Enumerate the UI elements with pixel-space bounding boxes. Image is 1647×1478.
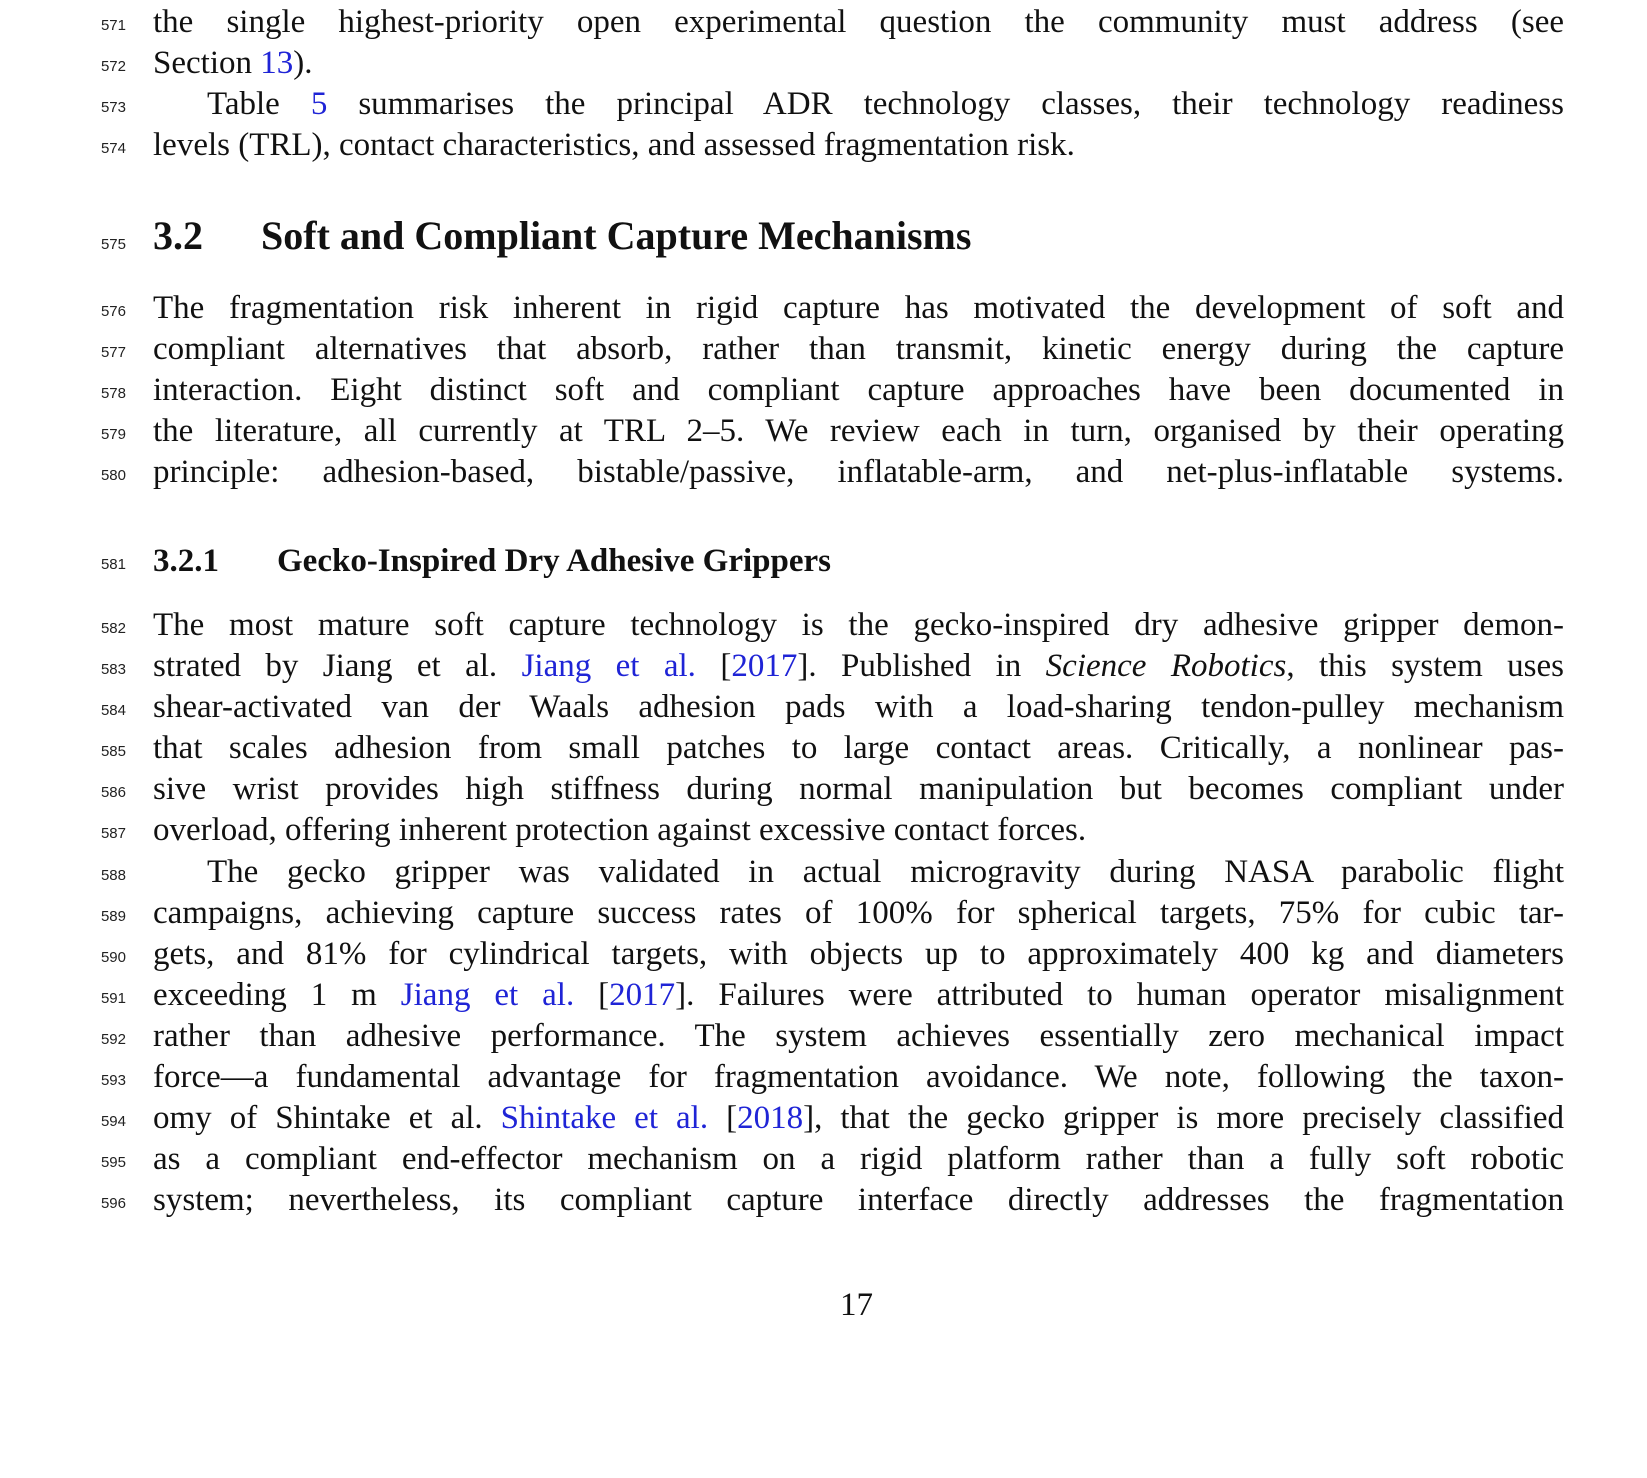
line-number: 583 (100, 661, 126, 678)
body-text-line (153, 605, 1564, 645)
line-number: 595 (100, 1154, 126, 1171)
text-line (0, 728, 1647, 768)
citation-link[interactable]: Jiang et al. (521, 648, 696, 684)
text-line (0, 769, 1647, 809)
text-span: ], that the gecko gripper is more precisely classified (803, 1100, 1564, 1136)
line-number: 589 (100, 908, 126, 925)
text-line (0, 934, 1647, 974)
text-line (0, 213, 1647, 258)
text-line (0, 2, 1647, 42)
subsection-number: 3.2.1 (153, 543, 219, 579)
line-number: 575 (100, 236, 126, 253)
body-text-line (153, 893, 1564, 933)
body-text-line (153, 1016, 1564, 1056)
citation-link[interactable]: 2018 (737, 1100, 804, 1136)
body-text-line (153, 1180, 1564, 1220)
text-span: ]. Failures were attributed to human operator misalignment (675, 977, 1564, 1013)
text-span: The most mature soft capture technology is the gecko-inspired dry adhesive gripper demon- (153, 607, 1564, 643)
text-line (0, 1057, 1647, 1097)
body-text-line (153, 687, 1564, 727)
text-line (0, 452, 1647, 492)
body-text-line (153, 1139, 1564, 1179)
line-number: 582 (100, 620, 126, 637)
body-text-line (207, 84, 1564, 124)
text-line (0, 810, 1647, 850)
line-number: 593 (100, 1072, 126, 1089)
body-text-line (153, 769, 1564, 809)
text-span: force—a fundamental advantage for fragmentation avoidance. We note, following the taxon- (153, 1059, 1564, 1095)
text-span: The fragmentation risk inherent in rigid capture has motivated the development of soft and (153, 290, 1564, 326)
text-span: the literature, all currently at TRL 2–5. We review each in turn, organised by their operating (153, 413, 1564, 449)
text-span: summarises the principal ADR technology classes, their technology readiness (327, 86, 1564, 122)
text-line (0, 852, 1647, 892)
body-text-line (153, 370, 1564, 410)
text-span: [ (574, 977, 610, 1013)
text-line (0, 43, 1647, 83)
text-span: Section (153, 45, 261, 81)
line-number: 587 (100, 825, 126, 842)
line-number: 584 (100, 702, 126, 719)
line-number: 578 (100, 385, 126, 402)
section-number: 3.2 (153, 213, 203, 258)
text-line (0, 1180, 1647, 1220)
text-span: shear-activated van der Waals adhesion pads with a load-sharing tendon-pulley mechanism (153, 689, 1564, 725)
subsection-title: Gecko-Inspired Dry Adhesive Grippers (277, 543, 831, 579)
line-number: 581 (100, 556, 126, 573)
line-number: 579 (100, 426, 126, 443)
line-number: 580 (100, 467, 126, 484)
citation-link[interactable]: 13 (260, 45, 294, 81)
text-line (0, 1139, 1647, 1179)
text-span: ). (293, 45, 313, 81)
line-number: 576 (100, 303, 126, 320)
citation-link[interactable]: 2017 (731, 648, 798, 684)
subsection-heading (153, 541, 831, 581)
line-number: 586 (100, 784, 126, 801)
body-text-line (153, 1098, 1564, 1138)
body-text-line (153, 125, 1564, 165)
text-span: compliant alternatives that absorb, rather than transmit, kinetic energy during the capture (153, 331, 1564, 367)
text-line (0, 1098, 1647, 1138)
italic-text: Science Robotics (1045, 648, 1287, 684)
text-line (0, 646, 1647, 686)
text-span: overload, offering inherent protection against excessive contact forces. (153, 812, 1087, 848)
text-line (0, 975, 1647, 1015)
body-text-line (153, 810, 1564, 850)
body-text-line (153, 728, 1564, 768)
text-span: omy of Shintake et al. (153, 1100, 501, 1136)
body-text-line (153, 411, 1564, 451)
citation-link[interactable]: Jiang et al. (400, 977, 575, 1013)
text-line (0, 1016, 1647, 1056)
text-span: gets, and 81% for cylindrical targets, with objects up to approximately 400 kg and diameters (153, 936, 1564, 972)
body-text-line (153, 288, 1564, 328)
text-span: Table (207, 86, 311, 122)
page-number: 17 (840, 1287, 873, 1323)
body-text-line (153, 2, 1564, 42)
text-span: [ (708, 1100, 738, 1136)
section-title: Soft and Compliant Capture Mechanisms (261, 213, 972, 258)
text-span: the single highest-priority open experimental question the community must address (see (153, 4, 1564, 40)
text-span: interaction. Eight distinct soft and compliant capture approaches have been documented in (153, 372, 1564, 408)
citation-link[interactable]: 5 (310, 86, 328, 122)
line-number: 573 (100, 99, 126, 116)
text-span: campaigns, achieving capture success rates of 100% for spherical targets, 75% for cubic tar- (153, 895, 1564, 931)
text-span: system; nevertheless, its compliant capture interface directly addresses the fragmentation (153, 1182, 1564, 1218)
text-line (0, 893, 1647, 933)
line-number: 572 (100, 58, 126, 75)
body-text-line (153, 1057, 1564, 1097)
body-text-line (207, 852, 1564, 892)
text-span: The gecko gripper was validated in actual microgravity during NASA parabolic flight (207, 854, 1564, 890)
text-line (0, 605, 1647, 645)
text-line (0, 329, 1647, 369)
text-span: , this system uses (1286, 648, 1564, 684)
text-span: exceeding 1 m (153, 977, 401, 1013)
text-span: that scales adhesion from small patches to large contact areas. Critically, a nonlinear pas- (153, 730, 1564, 766)
text-line (0, 288, 1647, 328)
text-span: strated by Jiang et al. (153, 648, 522, 684)
line-number: 588 (100, 867, 126, 884)
text-span: sive wrist provides high stiffness during normal manipulation but becomes compliant under (153, 771, 1564, 807)
body-text-line (153, 646, 1564, 686)
line-number: 591 (100, 990, 126, 1007)
citation-link[interactable]: 2017 (609, 977, 676, 1013)
body-text-line (153, 934, 1564, 974)
line-number: 574 (100, 140, 126, 157)
text-line (0, 84, 1647, 124)
text-line (0, 411, 1647, 451)
line-number: 596 (100, 1195, 126, 1212)
section-heading (153, 211, 971, 261)
text-span: [ (695, 648, 732, 684)
line-number: 590 (100, 949, 126, 966)
body-text-line (153, 43, 1564, 83)
text-span: ]. Published in (797, 648, 1046, 684)
text-span: as a compliant end-effector mechanism on a rigid platform rather than a fully soft robotic (153, 1141, 1564, 1177)
text-span: principle: adhesion-based, bistable/passive, inflatable-arm, and net-plus-inflatable systems. (153, 454, 1564, 490)
line-number: 571 (100, 17, 126, 34)
body-text-line (153, 975, 1564, 1015)
text-span: levels (TRL), contact characteristics, and assessed fragmentation risk. (153, 127, 1075, 163)
line-number: 594 (100, 1113, 126, 1130)
line-number: 577 (100, 344, 126, 361)
text-line (0, 370, 1647, 410)
text-line (0, 687, 1647, 727)
body-text-line (153, 452, 1564, 492)
text-line (0, 541, 1647, 581)
text-line (0, 125, 1647, 165)
text-span: rather than adhesive performance. The system achieves essentially zero mechanical impact (153, 1018, 1564, 1054)
citation-link[interactable]: Shintake et al. (500, 1100, 709, 1136)
line-number: 592 (100, 1031, 126, 1048)
line-number: 585 (100, 743, 126, 760)
body-text-line (153, 329, 1564, 369)
